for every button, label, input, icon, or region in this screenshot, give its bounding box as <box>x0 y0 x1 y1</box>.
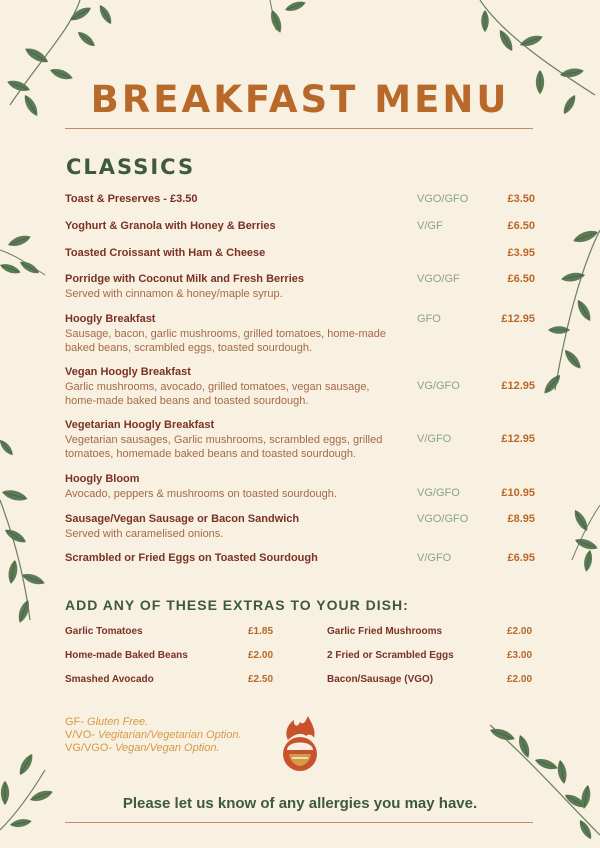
legend-key: GF- <box>65 716 84 728</box>
item-description: Vegetarian sausages, Garlic mushrooms, scrambled eggs, grilled tomatoes, homemade baked beans and toasted sourdough. <box>65 434 383 460</box>
extra-price: £2.00 <box>248 650 274 661</box>
extra-name: 2 Fried or Scrambled Eggs <box>327 650 454 661</box>
extra-name: Home-made Baked Beans <box>65 650 188 661</box>
menu-title: BREAKFAST MENU <box>90 78 510 121</box>
item-price: £6.50 <box>507 273 535 285</box>
leaf-sprig-icon <box>488 725 600 841</box>
leaf-sprig-icon <box>0 233 45 276</box>
legend-value: Gluten Free. <box>87 716 149 728</box>
legend-line <box>65 716 242 729</box>
extra-name: Bacon/Sausage (VGO) <box>327 674 434 685</box>
leaf-sprig-icon <box>0 752 54 830</box>
item-diet: V/GFO <box>417 552 452 564</box>
item-diet: GFO <box>417 313 441 325</box>
allergy-note: Please let us know of any allergies you may have. <box>122 795 478 812</box>
leaf-sprig-icon <box>0 488 46 624</box>
leaf-sprig-icon <box>541 228 600 396</box>
item-price: £3.95 <box>507 247 535 259</box>
item-description: Garlic mushrooms, avocado, grilled tomatoes, vegan sausage, home-made baked beans and toasted sourdough. <box>65 381 370 407</box>
item-name: Toast & Preserves - £3.50 <box>65 193 198 205</box>
item-name: Toasted Croissant with Ham & Cheese <box>65 247 266 259</box>
item-price: £10.95 <box>501 487 535 499</box>
item-diet: VGO/GFO <box>417 193 469 205</box>
extra-price: £3.00 <box>507 650 533 661</box>
legend-value: Vegan/Vegan Option. <box>115 742 220 754</box>
item-price: £6.95 <box>507 552 535 564</box>
item-price: £3.50 <box>507 193 535 205</box>
diet-legend <box>65 716 242 755</box>
bottom-divider <box>65 822 533 823</box>
flame-bowl-logo-icon <box>278 716 322 776</box>
item-diet: VGO/GF <box>417 273 460 285</box>
legend-value: Vegitarian/Vegetarian Option. <box>98 729 242 741</box>
item-name: Scrambled or Fried Eggs on Toasted Sourdough <box>65 552 318 564</box>
extra-item <box>65 626 274 637</box>
item-diet: V/GF <box>417 220 443 232</box>
extra-item <box>327 674 533 685</box>
item-diet: VG/GFO <box>417 380 460 392</box>
item-diet: V/GFO <box>417 433 452 445</box>
extra-item <box>65 674 274 685</box>
item-price: £12.95 <box>501 313 535 325</box>
legend-line <box>65 742 242 755</box>
item-name: Hoogly Breakfast <box>65 313 156 325</box>
item-description: Avocado, peppers & mushrooms on toasted sourdough. <box>65 488 337 500</box>
item-diet: VG/GFO <box>417 487 460 499</box>
extra-price: £2.00 <box>507 626 533 637</box>
item-name: Hoogly Bloom <box>65 473 140 485</box>
item-name: Vegetarian Hoogly Breakfast <box>65 419 215 431</box>
extra-price: £2.50 <box>248 674 274 685</box>
section-title-classics: CLASSICS <box>66 155 196 179</box>
item-description: Sausage, bacon, garlic mushrooms, grilled tomatoes, home-made baked beans, scrambled eggs, toasted sourdough. <box>65 328 386 354</box>
legend-key: V/VO- <box>65 729 95 741</box>
extra-price: £2.00 <box>507 674 533 685</box>
leaf-sprig-icon <box>268 0 307 34</box>
item-price: £12.95 <box>501 380 535 392</box>
extra-price: £1.85 <box>248 626 274 637</box>
extras-title: ADD ANY OF THESE EXTRAS TO YOUR DISH: <box>65 597 409 613</box>
item-diet: VGO/GFO <box>417 513 469 525</box>
extra-name: Smashed Avocado <box>65 674 154 685</box>
item-name: Porridge with Coconut Milk and Fresh Berries <box>65 273 304 285</box>
extra-name: Garlic Fried Mushrooms <box>327 626 443 637</box>
extra-item <box>65 650 274 661</box>
item-name: Vegan Hoogly Breakfast <box>65 366 191 378</box>
item-description: Served with caramelised onions. <box>65 528 224 540</box>
extra-item <box>327 626 533 637</box>
leaf-sprig-icon <box>571 505 600 572</box>
item-price: £12.95 <box>501 433 535 445</box>
item-description: Served with cinnamon & honey/maple syrup. <box>65 288 283 300</box>
title-divider <box>65 128 533 129</box>
leaf-sprig-icon <box>0 438 15 458</box>
item-name: Yoghurt & Granola with Honey & Berries <box>65 220 276 232</box>
extra-item <box>327 650 533 661</box>
legend-key: VG/VGO- <box>65 742 113 754</box>
item-price: £6.50 <box>507 220 535 232</box>
extra-name: Garlic Tomatoes <box>65 626 143 637</box>
item-name: Sausage/Vegan Sausage or Bacon Sandwich <box>65 513 300 525</box>
item-price: £8.95 <box>507 513 535 525</box>
legend-line <box>65 729 242 742</box>
